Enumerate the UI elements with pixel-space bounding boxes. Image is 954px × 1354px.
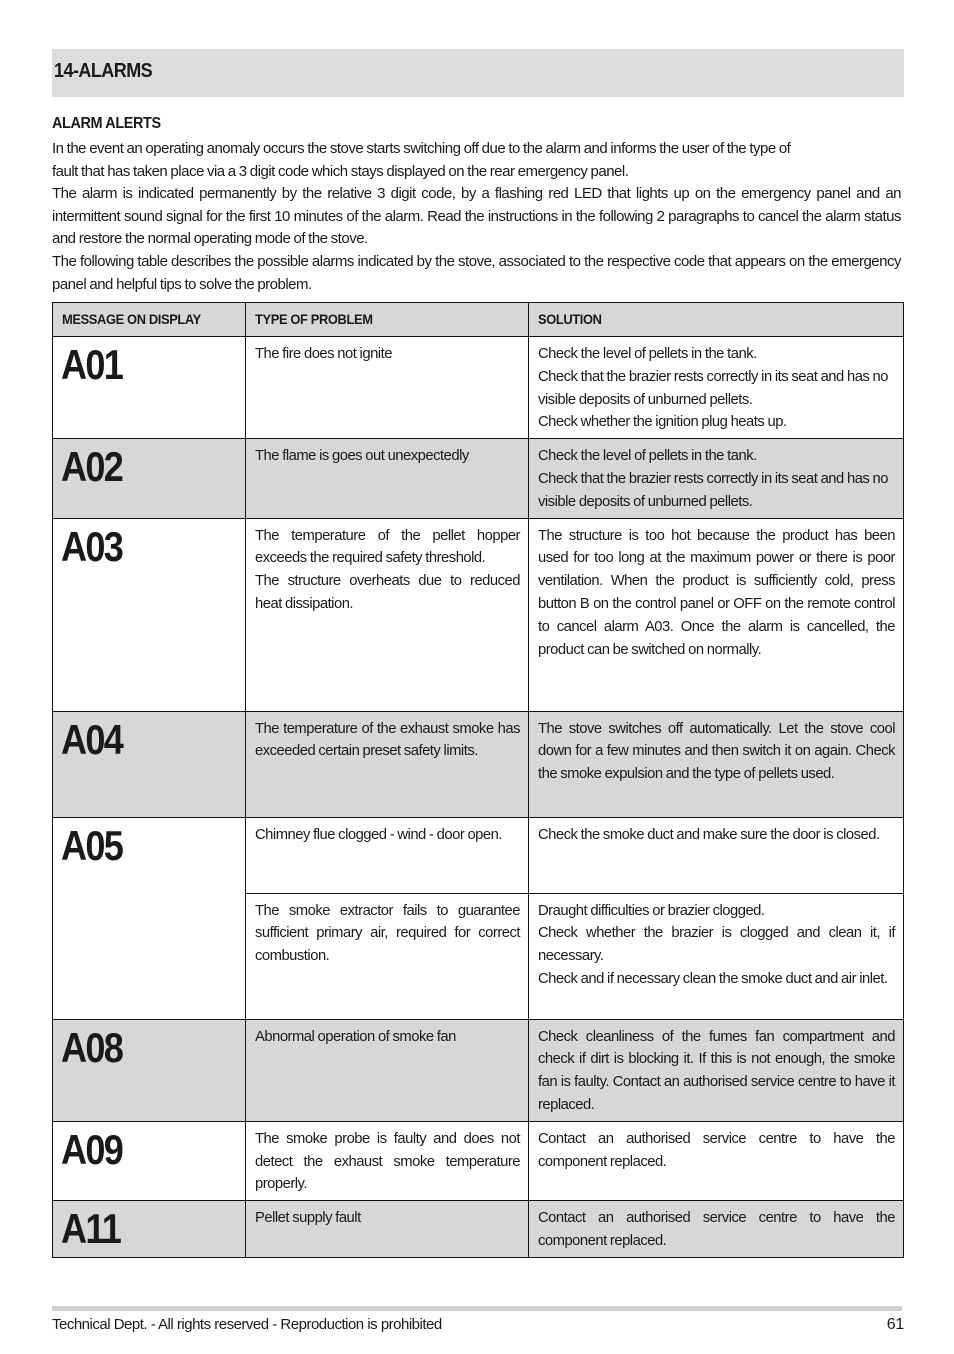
alarm-code: A04 <box>53 711 246 817</box>
intro-text <box>52 138 901 296</box>
solution-cell: The structure is too hot because the product has been used for too long at the maximum power or there is poor ventilation. When the product is sufficiently cold, press button B on the control panel or OFF on the remote control to cancel alarm A03. Once the alarm is cancelled, the product can be switched on normally. <box>529 518 904 711</box>
page-title: 14-ALARMS <box>54 60 153 82</box>
alarm-code: A11 <box>53 1201 246 1258</box>
alarm-code: A02 <box>53 439 246 518</box>
problem-cell: Pellet supply fault <box>246 1201 529 1258</box>
table-row <box>53 1121 904 1200</box>
table-row <box>53 439 904 518</box>
solution-cell: Contact an authorised service centre to have the component replaced. <box>529 1201 904 1258</box>
alarm-code: A09 <box>53 1121 246 1200</box>
problem-cell: Abnormal operation of smoke fan <box>246 1019 529 1121</box>
table-row <box>53 337 904 439</box>
problem-cell: The temperature of the exhaust smoke has exceeded certain preset safety limits. <box>246 711 529 817</box>
intro-paragraph: In the event an operating anomaly occurs the stove starts switching off due to the alarm and informs the user of the type of <box>52 140 791 157</box>
section-title: ALARM ALERTS <box>52 115 161 132</box>
table-row <box>53 711 904 817</box>
alarm-code: A01 <box>53 337 246 439</box>
problem-cell: The flame is goes out unexpectedly <box>246 439 529 518</box>
column-header-problem: TYPE OF PROBLEM <box>246 303 529 337</box>
solution-cell: The stove switches off automatically. Let the stove cool down for a few minutes and then switch it on again. Check the smoke expulsion and the type of pellets used. <box>529 711 904 817</box>
intro-paragraph: The following table describes the possible alarms indicated by the stove, associated to the respective code that appears on the emergency panel and helpful tips to solve the problem. <box>52 252 901 293</box>
footer-divider <box>52 1306 902 1311</box>
solution-cell: Check the smoke duct and make sure the door is closed. <box>529 817 904 893</box>
problem-cell: The smoke extractor fails to guarantee sufficient primary air, required for correct combustion. <box>246 893 529 1019</box>
table-row <box>53 1201 904 1258</box>
column-header-message: MESSAGE ON DISPLAY <box>53 303 246 337</box>
problem-cell: The smoke probe is faulty and does not detect the exhaust smoke temperature properly. <box>246 1121 529 1200</box>
alarm-code: A08 <box>53 1019 246 1121</box>
solution-cell: Check the level of pellets in the tank. Check that the brazier rests correctly in its seat and has no visible deposits of unburned pellets. <box>529 439 904 518</box>
solution-cell: Draught difficulties or brazier clogged. Check whether the brazier is clogged and clean it, if necessary. Check and if necessary clean the smoke duct and air inlet. <box>529 893 904 1019</box>
column-header-solution: SOLUTION <box>529 303 904 337</box>
problem-cell: The fire does not ignite <box>246 337 529 439</box>
intro-paragraph: fault that has taken place via a 3 digit code which stays displayed on the rear emergency panel. <box>52 162 629 180</box>
footer-copyright: Technical Dept. - All rights reserved - Reproduction is prohibited <box>52 1316 442 1333</box>
alarm-code: A05 <box>53 817 246 1019</box>
alarms-table <box>52 302 904 1258</box>
problem-cell: Chimney flue clogged - wind - door open. <box>246 817 529 893</box>
table-row <box>53 817 904 893</box>
table-header-row <box>53 303 904 337</box>
alarm-code: A03 <box>53 518 246 711</box>
solution-cell: Check cleanliness of the fumes fan compartment and check if dirt is blocking it. If this is not enough, the smoke fan is faulty. Contact an authorised service centre to have it replaced. <box>529 1019 904 1121</box>
table-row <box>53 518 904 711</box>
solution-cell: Contact an authorised service centre to have the component replaced. <box>529 1121 904 1200</box>
solution-cell: Check the level of pellets in the tank. Check that the brazier rests correctly in its seat and has no visible deposits of unburned pellets. Check whether the ignition plug heats up. <box>529 337 904 439</box>
table-row <box>53 1019 904 1121</box>
problem-cell: The temperature of the pellet hopper exceeds the required safety threshold. The structure overheats due to reduced heat dissipation. <box>246 518 529 711</box>
intro-paragraph: The alarm is indicated permanently by the relative 3 digit code, by a flashing red LED that lights up on the emergency panel and an intermittent sound signal for the first 10 minutes of the alarm. Read the instructions in the following 2 paragraphs to cancel the alarm status and restore the normal operating mode of the stove. <box>52 185 901 248</box>
page-number: 61 <box>886 1316 904 1333</box>
section-header-bar <box>52 49 904 97</box>
